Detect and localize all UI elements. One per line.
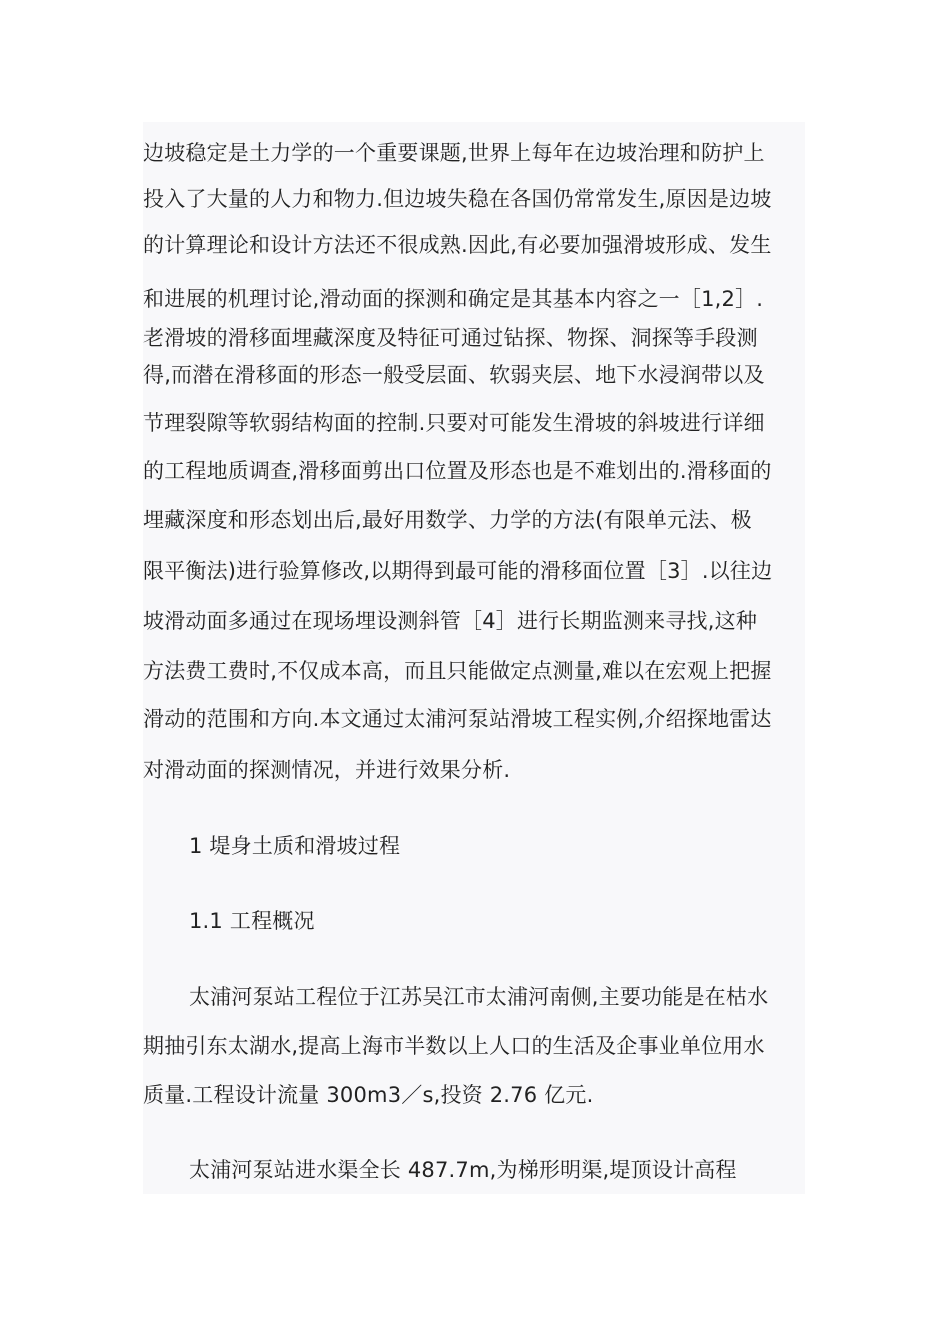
paragraph-line: 太浦河泵站进水渠全长 487.7m,为梯形明渠,堤顶设计高程 (189, 1158, 737, 1182)
paragraph-line: 期抽引东太湖水,提高上海市半数以上人口的生活及企事业单位用水 (143, 1034, 765, 1058)
paragraph-line: 质量.工程设计流量 300m3／s,投资 2.76 亿元. (143, 1083, 594, 1107)
paragraph-line: 得,而潜在滑移面的形态一般受层面、软弱夹层、地下水浸润带以及 (143, 363, 765, 387)
subsection-heading: 1.1 工程概况 (189, 909, 315, 933)
paragraph-line: 的计算理论和设计方法还不很成熟.因此,有必要加强滑坡形成、发生 (143, 233, 772, 257)
paragraph-line: 边坡稳定是土力学的一个重要课题,世界上每年在边坡治理和防护上 (143, 141, 765, 165)
paragraph-line: 节理裂隙等软弱结构面的控制.只要对可能发生滑坡的斜坡进行详细 (143, 411, 765, 435)
document-text-block (143, 122, 805, 1194)
paragraph-line: 和进展的机理讨论,滑动面的探测和确定是其基本内容之一［1,2］. (143, 287, 764, 311)
paragraph-line: 坡滑动面多通过在现场埋设测斜管［4］进行长期监测来寻找,这种 (143, 609, 758, 633)
paragraph-line: 埋藏深度和形态划出后,最好用数学、力学的方法(有限单元法、极 (143, 508, 752, 532)
paragraph-line: 滑动的范围和方向.本文通过太浦河泵站滑坡工程实例,介绍探地雷达 (143, 707, 772, 731)
paragraph-line: 的工程地质调查,滑移面剪出口位置及形态也是不难划出的.滑移面的 (143, 459, 772, 483)
section-heading: 1 堤身土质和滑坡过程 (189, 834, 401, 858)
paragraph-line: 方法费工费时,不仅成本高，而且只能做定点测量,难以在宏观上把握 (143, 659, 772, 683)
paragraph-line: 老滑坡的滑移面埋藏深度及特征可通过钻探、物探、洞探等手段测 (143, 326, 758, 350)
paragraph-line: 投入了大量的人力和物力.但边坡失稳在各国仍常常发生,原因是边坡 (143, 187, 772, 211)
paragraph-line: 对滑动面的探测情况，并进行效果分析. (143, 758, 511, 782)
paragraph-line: 太浦河泵站工程位于江苏吴江市太浦河南侧,主要功能是在枯水 (189, 985, 769, 1009)
paragraph-line: 限平衡法)进行验算修改,以期得到最可能的滑移面位置［3］.以往边 (143, 559, 773, 583)
